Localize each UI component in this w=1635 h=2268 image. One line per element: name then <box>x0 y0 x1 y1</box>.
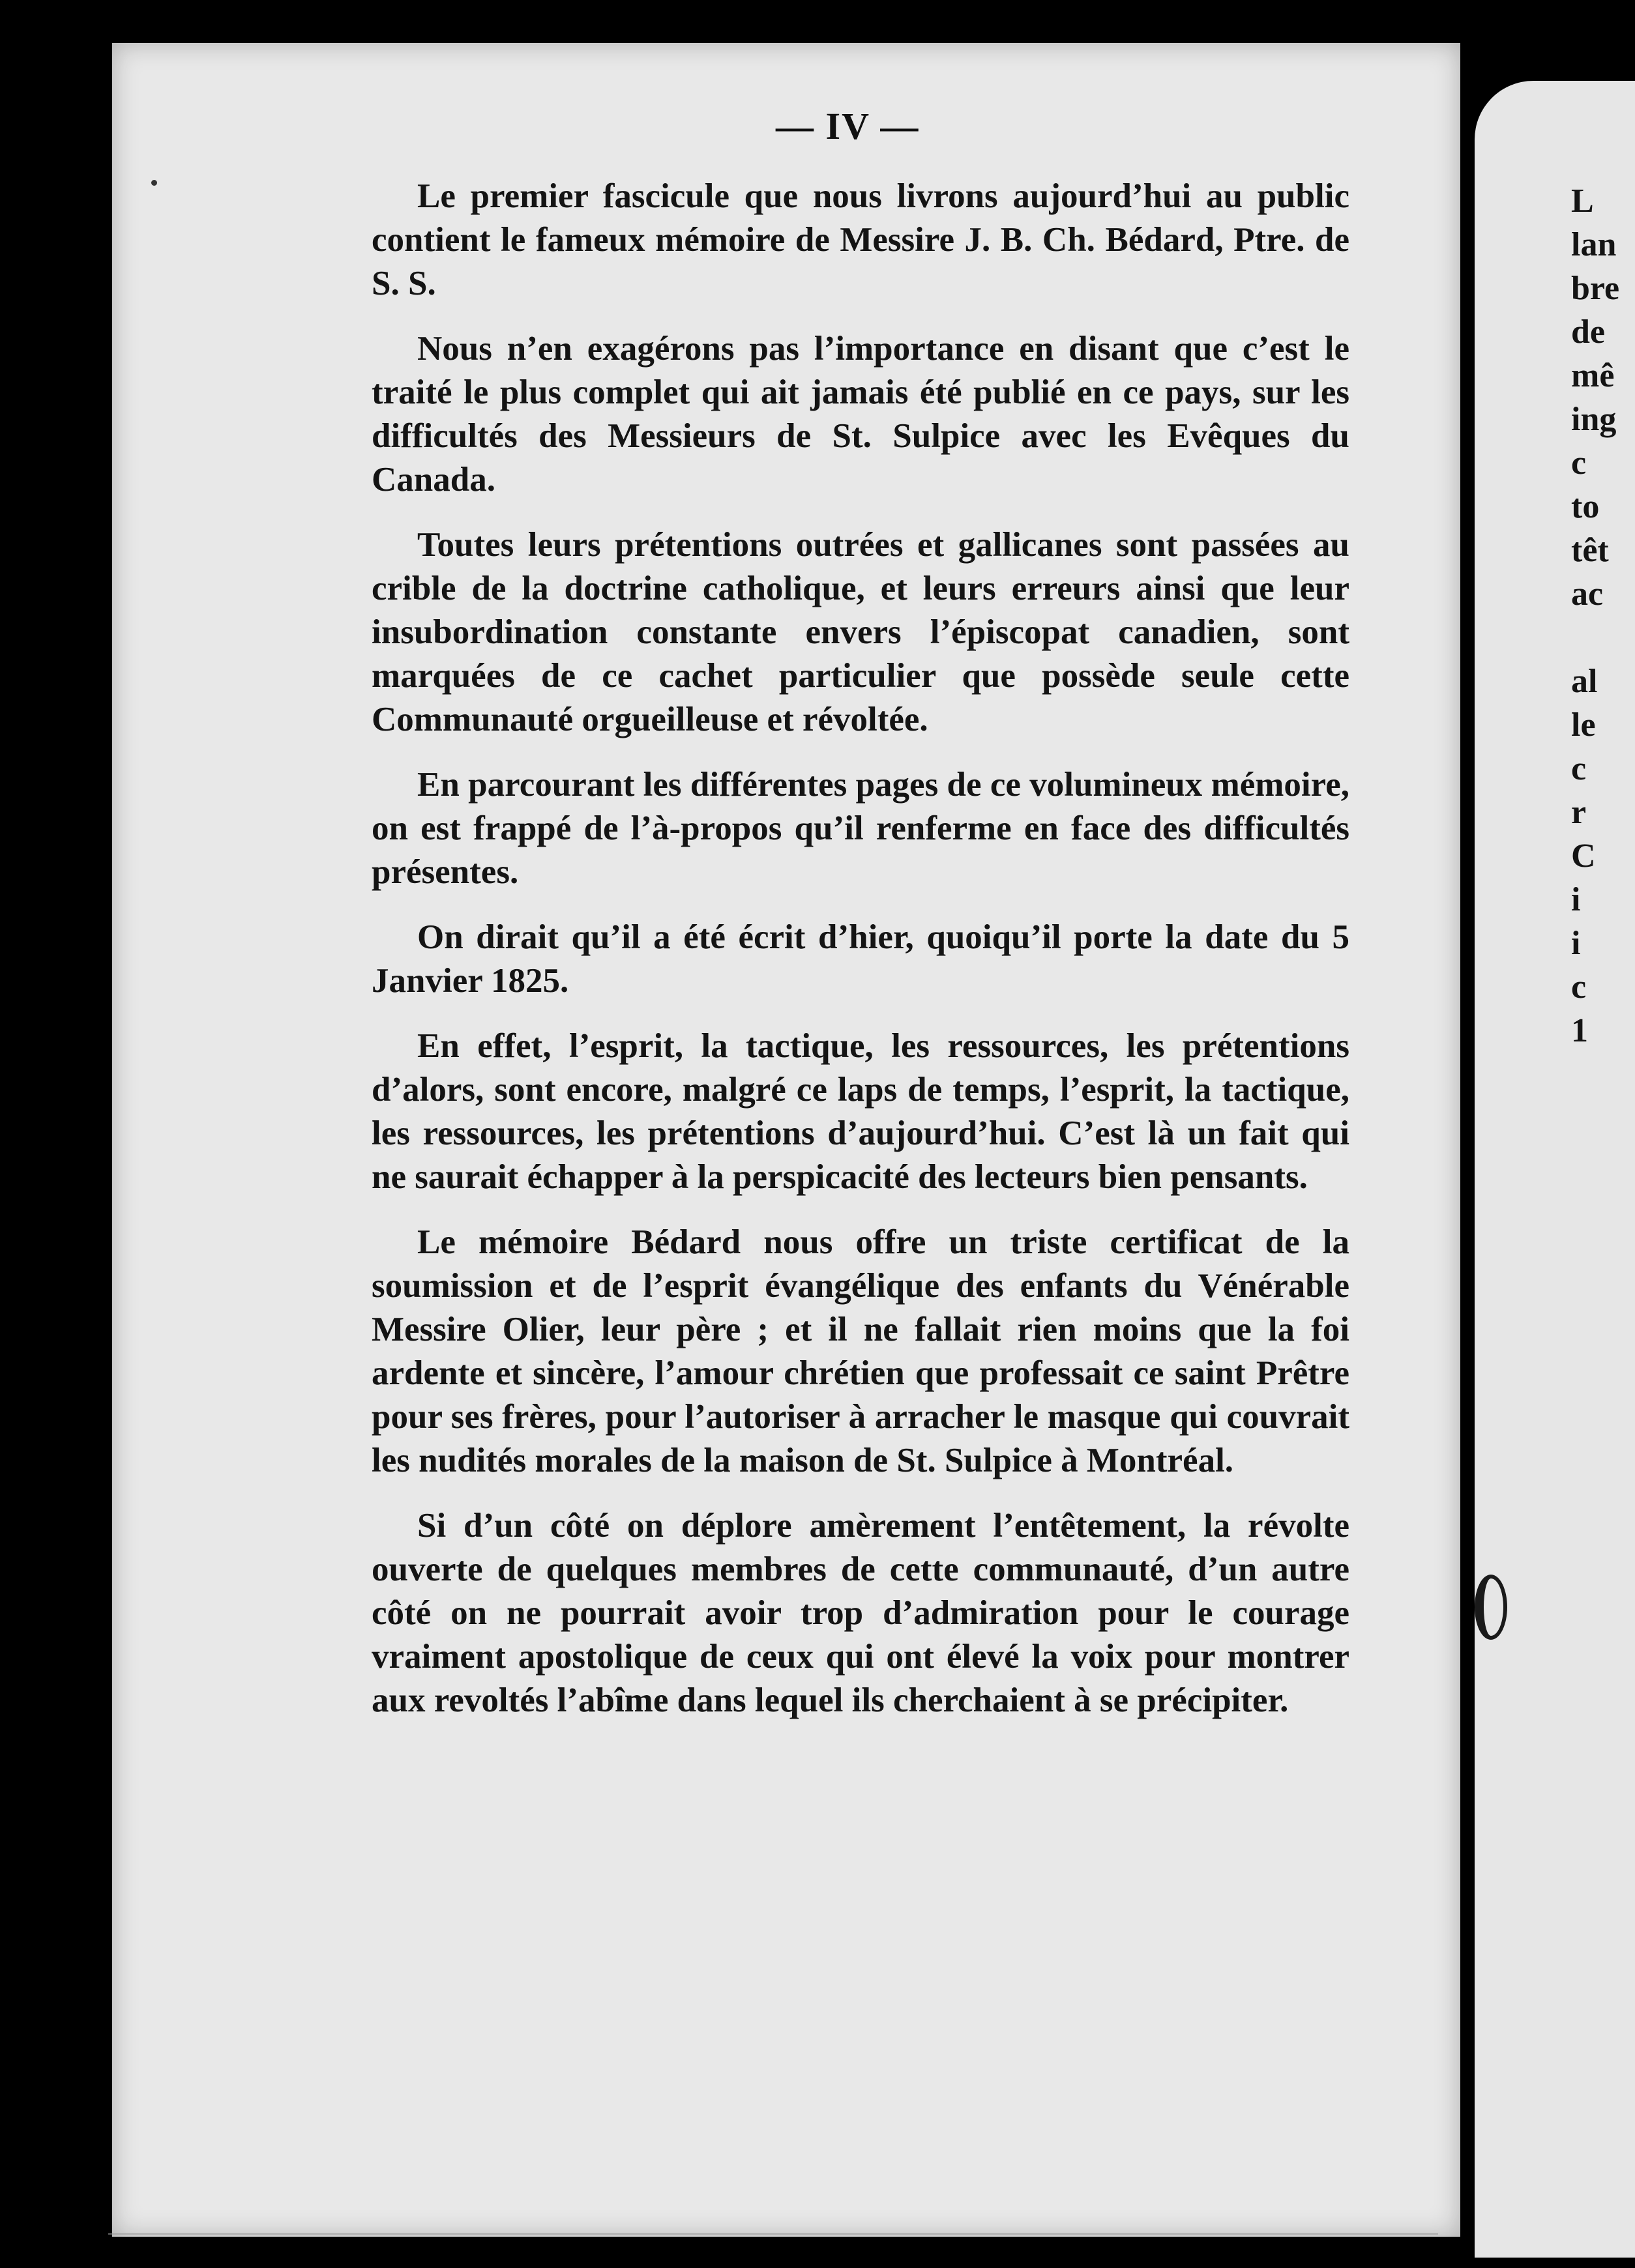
facing-fragment: c <box>1571 444 1587 482</box>
facing-fragment: têt <box>1571 532 1609 569</box>
facing-fragment: ing <box>1571 401 1617 438</box>
binding-hole-mark <box>1475 1575 1507 1640</box>
facing-fragment: 1 <box>1571 1012 1588 1049</box>
facing-fragment: r <box>1571 794 1587 831</box>
facing-fragment: c <box>1571 968 1587 1006</box>
facing-fragment <box>1571 616 1619 660</box>
facing-fragment: lan <box>1571 226 1617 263</box>
facing-fragment: L <box>1571 182 1594 220</box>
facing-fragment: al <box>1571 663 1598 700</box>
facing-fragment: ac <box>1571 575 1604 613</box>
paragraph: En parcourant les différentes pages de ce volumineux mémoire, on est frappé de l’à-propos qu’il renferme en face des difficultés présentes. <box>372 766 1349 891</box>
facing-fragment: le <box>1571 706 1596 744</box>
facing-fragment: mê <box>1571 357 1615 394</box>
paragraph: Le premier fascicule que nous livrons aujourd’hui au public contient le fameux mémoire de Messire J. B. Ch. Bédard, Ptre. de S. S. <box>372 177 1349 302</box>
facing-fragment: i <box>1571 881 1581 918</box>
paragraph: Le mémoire Bédard nous offre un triste certificat de la soumission et de l’esprit évangélique des enfants du Vénérable Messire Olier, leur père ; et il ne fallait rien moins que la foi ardente et sincère, l’amour chrétien que professait ce saint Prêtre pour ses frères, pour l’autoriser à arracher le masque qui couvrait les nudités morales de la maison de St. Sulpice à Montréal. <box>372 1223 1349 1479</box>
stray-mark <box>151 180 157 186</box>
facing-fragment: de <box>1571 313 1605 351</box>
page-number: — IV — <box>776 105 920 147</box>
paragraph: Toutes leurs prétentions outrées et gallicanes sont passées au crible de la doctrine catholique, et leurs erreurs ainsi que leur insubordination constante envers l’épiscopat canadien, sont marquées de ce cachet particulier que possède seule cette Communauté orgueilleuse et révoltée. <box>372 526 1349 738</box>
paragraph: On dirait qu’il a été écrit d’hier, quoiqu’il porte la date du 5 Janvier 1825. <box>372 918 1349 1000</box>
facing-fragment: C <box>1571 837 1596 875</box>
paragraph: Nous n’en exagérons pas l’importance en disant que c’est le traité le plus complet qui ait jamais été publié en ce pays, sur les difficultés des Messieurs de St. Sulpice avec les Evêques du Canada. <box>372 330 1349 499</box>
facing-fragment: c <box>1571 750 1587 787</box>
facing-fragment: to <box>1571 488 1600 525</box>
facing-fragment: i <box>1571 925 1581 962</box>
paragraph: En effet, l’esprit, la tactique, les ressources, les prétentions d’alors, sont encore, malgré ce laps de temps, l’esprit, la tactique, les ressources, les prétentions d’aujourd’hui. C’est là un fait qui ne saurait échapper à la perspicacité des lecteurs bien pensants. <box>372 1027 1349 1196</box>
paragraph: Si d’un côté on déplore amèrement l’entêtement, la révolte ouverte de quelques membres de cette communauté, d’un autre côté on ne pourrait avoir trop d’admiration pour le courage vraiment apostolique de ceux qui ont élevé la voix pour montrer aux revoltés l’abîme dans lequel ils cherchaient à se précipiter. <box>372 1507 1349 1719</box>
facing-fragment: bre <box>1571 270 1620 307</box>
body-text <box>372 175 1349 1744</box>
facing-page-text <box>1571 179 1619 1053</box>
